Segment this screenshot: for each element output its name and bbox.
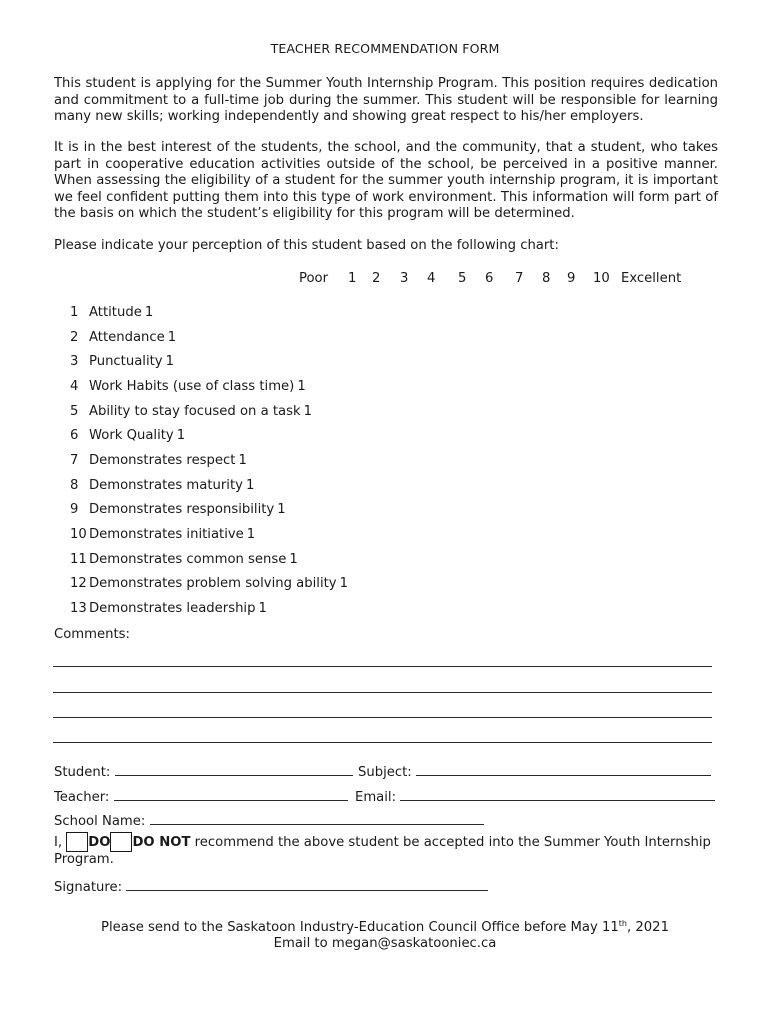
footer-line1-text: Please send to the Saskatoon Industry-Education Council Office before May 11: [101, 920, 619, 935]
criteria-number: 9: [70, 502, 79, 517]
signature-label: Signature:: [54, 880, 123, 895]
teacher-label: Teacher:: [54, 790, 110, 805]
scale-number: 7: [515, 271, 524, 286]
comments-line[interactable]: [53, 717, 712, 718]
scale-number: 10: [593, 271, 610, 286]
comments-line[interactable]: [53, 692, 712, 693]
scale-number: 1: [348, 271, 357, 286]
criteria-rating[interactable]: 1: [297, 379, 306, 394]
do-checkbox[interactable]: [66, 832, 88, 852]
criteria-rating[interactable]: 1: [246, 527, 256, 542]
criteria-number: 8: [70, 478, 79, 493]
criteria-number: 5: [70, 404, 79, 419]
criteria-rating[interactable]: 1: [167, 330, 177, 345]
do-label: DO: [88, 835, 111, 850]
footer-email: Email to megan@saskatooniec.ca: [273, 936, 497, 951]
do-not-checkbox[interactable]: [110, 832, 132, 852]
student-input[interactable]: [115, 762, 353, 776]
comments-line[interactable]: [53, 666, 712, 667]
criteria-label: Attitude: [89, 305, 142, 320]
criteria-label: Demonstrates common sense: [89, 552, 287, 567]
scale-poor-label: Poor: [299, 271, 329, 286]
scale-number: 3: [400, 271, 409, 286]
interest-paragraph: It is in the best interest of the students, the school, and the community, that a student, who takes part in cooperative education activities outside of the school, be perceived in a positive manner. When assessing the eligibility of a student for the summer youth internship program, it is important we feel confident putting them into this type of work environment. This information will form part of the basis on which the student’s eligibility for this program will be determined.: [54, 140, 718, 222]
criteria-rating[interactable]: 1: [144, 305, 154, 320]
form-title: TEACHER RECOMMENDATION FORM: [270, 41, 500, 56]
recommend-suffix: recommend the above student be accepted into the Summer Youth Internship Program.: [54, 835, 711, 867]
scale-number: 6: [485, 271, 494, 286]
footer-line1-sup: th: [618, 919, 628, 928]
criteria-rating[interactable]: 1: [238, 453, 247, 468]
criteria-number: 12: [70, 576, 87, 591]
rating-scale-header: [0, 271, 770, 291]
criteria-label: Demonstrates initiative: [89, 527, 244, 542]
scale-number: 4: [427, 271, 436, 286]
criteria-label: Demonstrates respect: [89, 453, 236, 468]
do-not-label: DO NOT: [132, 835, 191, 850]
student-label: Student:: [54, 765, 111, 780]
criteria-number: 1: [70, 305, 79, 320]
instruction-paragraph: Please indicate your perception of this student based on the following chart:: [54, 238, 559, 253]
criteria-number: 2: [70, 330, 79, 345]
criteria-number: 6: [70, 428, 79, 443]
criteria-rating[interactable]: 1: [289, 552, 298, 567]
criteria-label: Punctuality: [89, 354, 163, 369]
recommendation-statement: [54, 832, 734, 869]
criteria-label: Demonstrates responsibility: [89, 502, 275, 517]
criteria-rating[interactable]: 1: [258, 601, 267, 616]
student-field: [54, 762, 353, 780]
scale-excellent-label: Excellent: [621, 271, 682, 286]
school-field: [54, 811, 484, 829]
criteria-number: 3: [70, 354, 79, 369]
criteria-rating[interactable]: 1: [165, 354, 174, 369]
scale-number: 9: [567, 271, 576, 286]
criteria-label: Work Habits (use of class time): [89, 379, 295, 394]
criteria-rating[interactable]: 1: [303, 404, 313, 419]
subject-input[interactable]: [416, 762, 711, 776]
subject-field: [358, 762, 711, 780]
email-label: Email:: [355, 790, 397, 805]
subject-label: Subject:: [358, 765, 412, 780]
criteria-label: Attendance: [89, 330, 165, 345]
scale-number: 8: [542, 271, 551, 286]
comments-line[interactable]: [53, 742, 712, 743]
school-input[interactable]: [150, 811, 484, 825]
criteria-label: Ability to stay focused on a task: [89, 404, 301, 419]
recommend-prefix: I,: [54, 835, 63, 850]
intro-paragraph: This student is applying for the Summer Youth Internship Program. This position requires dedication and commitment to a full-time job during the summer. This student will be responsible for learning many new skills; working independently and showing great respect to his/her employers.: [54, 76, 718, 125]
criteria-rating[interactable]: 1: [277, 502, 286, 517]
criteria-number: 11: [70, 552, 87, 567]
criteria-rating[interactable]: 1: [339, 576, 348, 591]
signature-field: [54, 877, 488, 895]
criteria-label: Demonstrates maturity: [89, 478, 243, 493]
criteria-label: Work Quality: [89, 428, 174, 443]
criteria-label: Demonstrates problem solving ability: [89, 576, 337, 591]
criteria-number: 10: [70, 527, 87, 542]
school-label: School Name:: [54, 814, 146, 829]
email-field: [355, 787, 715, 805]
criteria-number: 4: [70, 379, 79, 394]
comments-label: Comments:: [54, 627, 130, 642]
footer-line1-year: , 2021: [627, 920, 669, 935]
criteria-number: 13: [70, 601, 87, 616]
criteria-rating[interactable]: 1: [245, 478, 255, 493]
teacher-input[interactable]: [114, 787, 348, 801]
criteria-number: 7: [70, 453, 79, 468]
scale-number: 5: [458, 271, 467, 286]
criteria-rating[interactable]: 1: [176, 428, 186, 443]
signature-input[interactable]: [126, 877, 488, 891]
teacher-field: [54, 787, 348, 805]
criteria-label: Demonstrates leadership: [89, 601, 256, 616]
scale-number: 2: [372, 271, 381, 286]
email-input[interactable]: [400, 787, 715, 801]
footer-send-instructions: [0, 919, 770, 935]
